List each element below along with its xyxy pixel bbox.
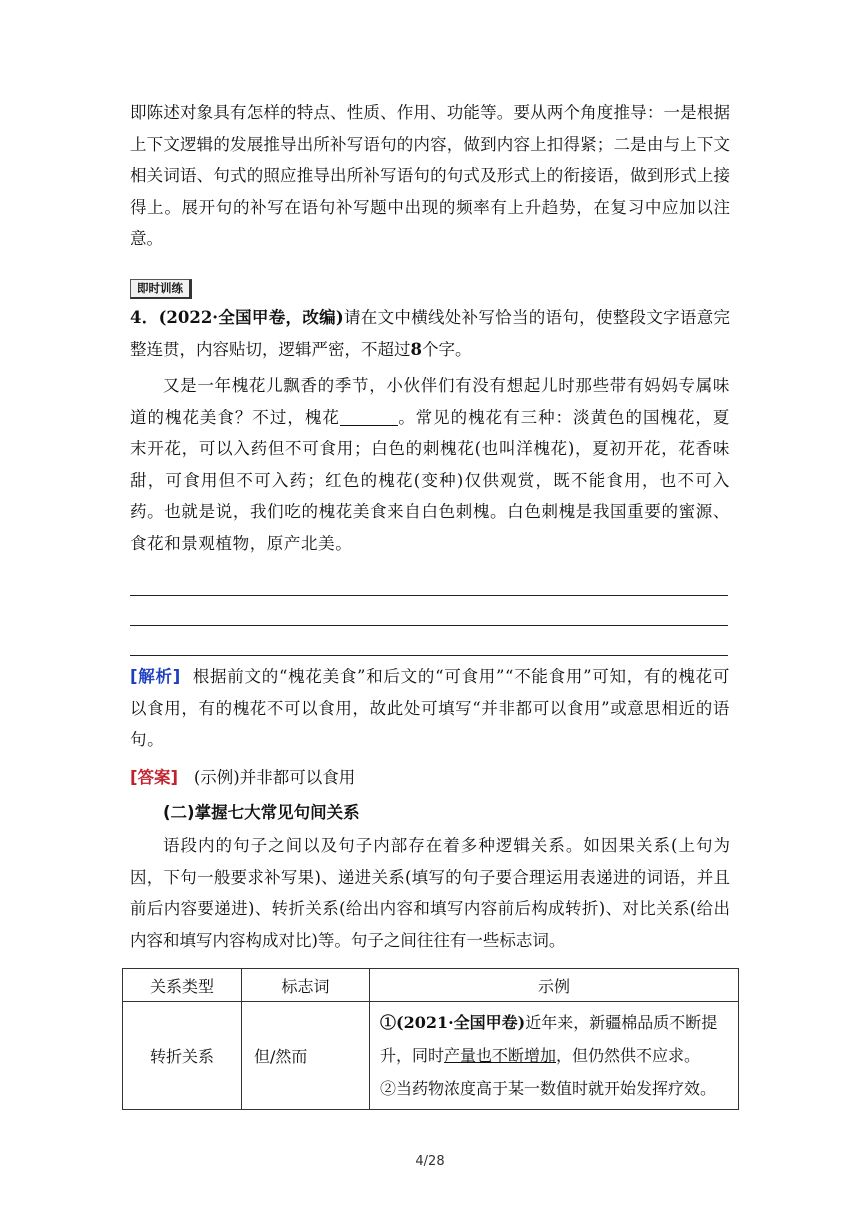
passage-after-blank: 。常见的槐花有三种：淡黄色的国槐花，夏末开花，可以入药但不可食用；白色的刺槐花(也叫洋槐花)，夏初开花，花香味甜，可食用但不可入药；红色的槐花(变种)仅供观赏，既不能食用，也不可入药。也就是说，我们吃的槐花美食来自白色刺槐。白色刺槐是我国重要的蜜源、食花和景观植物，原产北美。 (130, 407, 731, 553)
question-prompt (130, 302, 730, 365)
analysis-block (130, 661, 730, 756)
example1-text-a: 近年来，新疆棉品质不断提升，同时 (380, 1013, 718, 1065)
analysis-label: [解析] (130, 667, 181, 686)
table-header-row (123, 969, 739, 1002)
fill-blank (340, 407, 398, 426)
table-row (123, 1002, 739, 1110)
answer-label: [答案] (130, 768, 179, 787)
header-example: 示例 (370, 969, 739, 1002)
cell-markers: 但/然而 (242, 1002, 370, 1110)
answer-block (130, 762, 730, 794)
char-limit-number: 8 (410, 339, 422, 359)
relation-table (122, 968, 739, 1110)
question-passage (130, 370, 730, 559)
example1-underlined: 产量也不断增加 (444, 1046, 557, 1065)
cell-example (370, 1002, 739, 1110)
header-type: 关系类型 (123, 969, 242, 1002)
passage-before-blank: 又是一年槐花儿飘香的季节，小伙伴们有没有想起儿时那些带有妈妈专属味道的槐花美食？不过，槐花 (130, 376, 730, 427)
cell-type: 转折关系 (123, 1002, 242, 1110)
example1-source: ①(2021·全国甲卷) (380, 1013, 526, 1032)
analysis-text: 根据前文的“槐花美食”和后文的“可食用”“不能食用”可知，有的槐花可以食用，有的槐花不可以食用，故此处可填写“并非都可以食用”或意思相近的语句。 (130, 667, 730, 749)
training-tag: 即时训练 (130, 279, 192, 299)
question-prompt-end: 个字。 (421, 339, 472, 359)
question-source: 4．(2022·全国甲卷，改编) (130, 308, 344, 327)
example1-text-b: ，但仍然供不应求。 (556, 1046, 701, 1065)
intro-paragraph: 即陈述对象具有怎样的特点、性质、作用、功能等。要从两个角度推导：一是根据上下文逻辑的发展推导出所补写语句的内容，做到内容上扣得紧；二是由与上下文相关词语、句式的照应推导出所补写语句的句式及形式上的衔接语，做到形式上接得上。展开句的补写在语句补写题中出现的频率有上升趋势，在复习中应加以注意。 (130, 103, 730, 248)
answer-line-1 (130, 595, 728, 596)
answer-line-2 (130, 625, 728, 626)
example2-text: ②当药物浓度高于某一数值时就开始发挥疗效。 (380, 1079, 717, 1098)
question-prompt-text: 请在文中横线处补写恰当的语句，使整段文字语意完整连贯，内容贴切，逻辑严密，不超过 (130, 308, 731, 359)
answer-line-3 (130, 655, 728, 656)
section-paragraph: 语段内的句子之间以及句子内部存在着多种逻辑关系。如因果关系(上句为因，下句一般要求补写果)、递进关系(填写的句子要合理运用表递进的词语，并且前后内容要递进)、转折关系(给出内容和填写内容前后构成转折)、对比关系(给出内容和填写内容构成对比)等。句子之间往往有一些标志词。 (130, 836, 730, 950)
section-heading: (二)掌握七大常见句间关系 (163, 803, 360, 822)
page-number: 4/28 (415, 1154, 445, 1169)
answer-text: (示例)并非都可以食用 (193, 768, 356, 787)
header-markers: 标志词 (242, 969, 370, 1002)
